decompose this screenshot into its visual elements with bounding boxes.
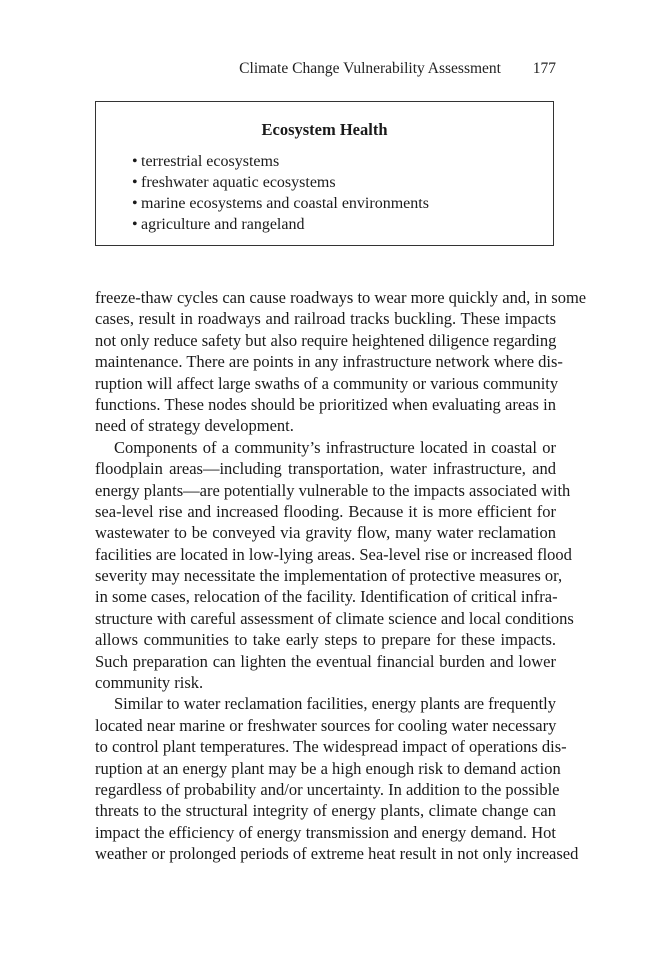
box-list	[132, 151, 429, 235]
text-line: community risk.	[95, 673, 204, 693]
text-line: need of strategy development.	[95, 416, 294, 436]
text-line: ruption will affect large swaths of a community or various community	[95, 373, 559, 393]
bullet-icon: •	[132, 195, 138, 212]
text-line: impact the efficiency of energy transmission and energy demand. Hot	[95, 822, 556, 842]
text-line: floodplain areas—including transportation, water infrastructure, and	[95, 459, 556, 479]
body-text	[95, 287, 587, 865]
paragraph	[95, 437, 574, 694]
text-line: Such preparation can lighten the eventual financial burden and lower	[95, 651, 556, 671]
list-item-text: freshwater aquatic ecosystems	[141, 174, 336, 191]
text-line: Components of a community’s infrastructure located in coastal or	[114, 437, 556, 457]
box-title: Ecosystem Health	[261, 120, 388, 139]
bullet-icon: •	[132, 153, 138, 170]
text-line: sea-level rise and increased flooding. Because it is more efficient for	[95, 501, 556, 521]
list-item-text: terrestrial ecosystems	[141, 153, 280, 170]
text-line: structure with careful assessment of climate science and local conditions	[95, 608, 574, 628]
bullet-icon: •	[132, 216, 138, 233]
running-title: Climate Change Vulnerability Assessment	[239, 60, 501, 77]
text-line: located near marine or freshwater sources for cooling water necessary	[95, 715, 557, 735]
text-line: severity may necessitate the implementation of protective measures or,	[95, 566, 563, 586]
text-line: allows communities to take early steps to prepare for these impacts.	[95, 630, 556, 650]
list-item	[132, 151, 429, 172]
text-line: energy plants—are potentially vulnerable to the impacts associated with	[95, 480, 571, 500]
list-item-text: agriculture and rangeland	[141, 216, 305, 233]
text-line: facilities are located in low-lying areas. Sea-level rise or increased flood	[95, 544, 572, 564]
text-line: Similar to water reclamation facilities, energy plants are frequently	[114, 694, 556, 714]
text-line: freeze-thaw cycles can cause roadways to wear more quickly and, in some	[95, 288, 587, 307]
paragraph	[95, 287, 587, 437]
text-line: weather or prolonged periods of extreme heat result in not only increased	[95, 844, 579, 864]
text-line: cases, result in roadways and railroad tracks buckling. These impacts	[95, 309, 556, 329]
list-item	[132, 193, 429, 214]
list-item	[132, 214, 429, 235]
text-line: functions. These nodes should be prioritized when evaluating areas in	[95, 394, 556, 414]
list-item-text: marine ecosystems and coastal environments	[141, 195, 429, 212]
sidebar-box	[95, 101, 554, 246]
page-number: 177	[532, 60, 556, 77]
text-line: not only reduce safety but also require heightened diligence regarding	[95, 330, 557, 350]
text-line: wastewater to be conveyed via gravity flow, many water reclamation	[95, 523, 556, 543]
text-line: in some cases, relocation of the facility. Identification of critical infra-	[95, 587, 558, 607]
text-line: ruption at an energy plant may be a high enough risk to demand action	[95, 758, 561, 778]
bullet-icon: •	[132, 174, 138, 191]
text-line: maintenance. There are points in any infrastructure network where dis-	[95, 352, 563, 372]
text-line: regardless of probability and/or uncertainty. In addition to the possible	[95, 779, 560, 799]
text-line: to control plant temperatures. The widespread impact of operations dis-	[95, 737, 567, 757]
running-head	[95, 58, 556, 80]
list-item	[132, 172, 429, 193]
paragraph	[95, 693, 579, 864]
text-line: threats to the structural integrity of energy plants, climate change can	[95, 801, 556, 821]
